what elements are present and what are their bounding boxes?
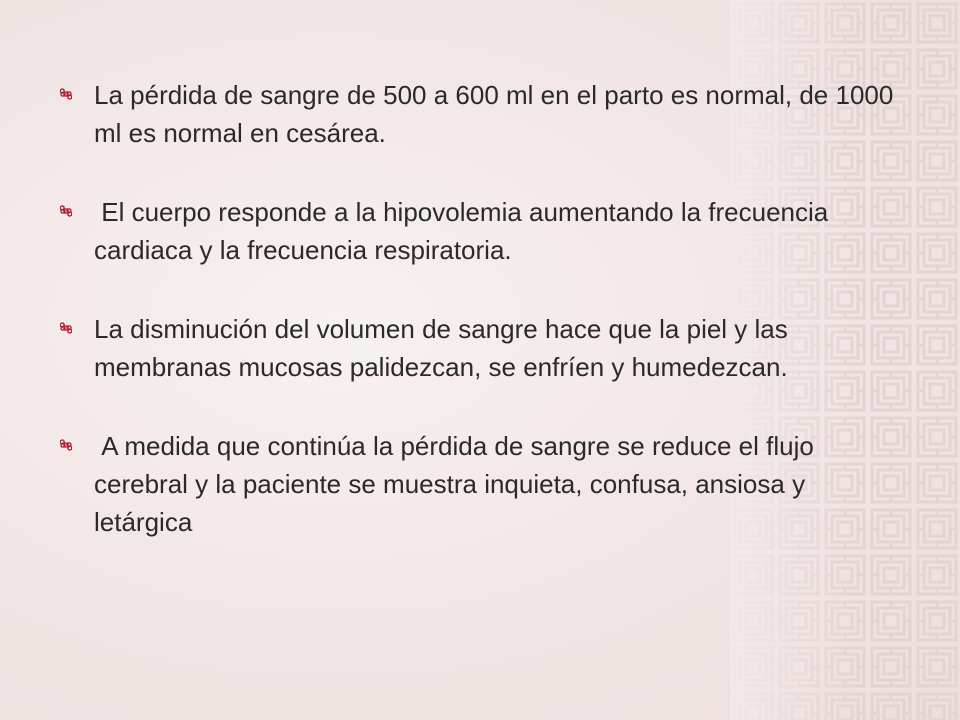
bullet-item <box>60 76 900 152</box>
bullet-item <box>60 193 900 269</box>
bullet-text: El cuerpo responde a la hipovolemia aumentando la frecuencia cardiaca y la frecuencia respiratoria. <box>94 197 836 265</box>
bullet-text: A medida que continúa la pérdida de sangre se reduce el flujo cerebral y la paciente se muestra inquieta, confusa, ansiosa y letárgica <box>94 431 822 537</box>
command-key-icon <box>60 439 94 459</box>
bullet-item <box>60 427 900 541</box>
bullet-text: La pérdida de sangre de 500 a 600 ml en el parto es normal, de 1000 ml es normal en cesárea. <box>94 80 901 148</box>
slide-content <box>60 76 900 582</box>
bullet-text: La disminución del volumen de sangre hace que la piel y las membranas mucosas palidezcan, se enfríen y humedezcan. <box>94 314 795 382</box>
bullet-item <box>60 310 900 386</box>
command-key-icon <box>60 205 94 225</box>
command-key-icon <box>60 322 94 342</box>
command-key-icon <box>60 88 94 108</box>
